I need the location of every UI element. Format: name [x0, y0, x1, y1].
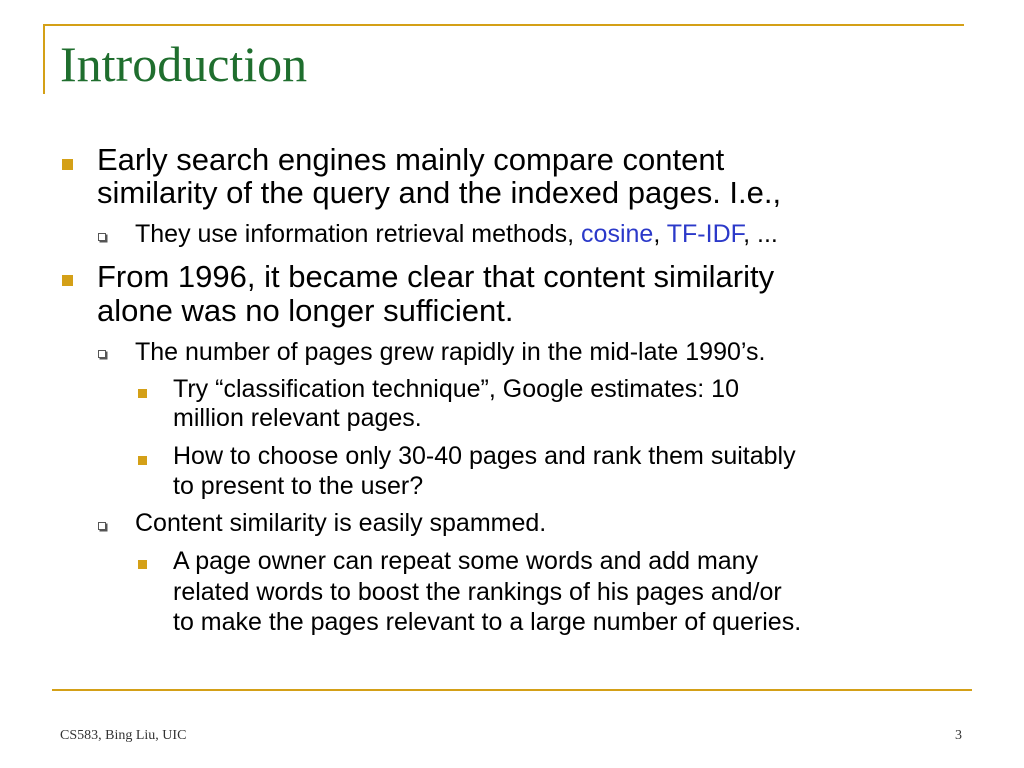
slide-number: 3 [955, 728, 962, 743]
sub-1-separator: , [653, 220, 667, 248]
footer-course-info: CS583, Bing Liu, UIC [60, 728, 187, 743]
hollow-square-bullet-icon [98, 233, 106, 241]
bullet-2-sub-2-item-1-line-2: related words to boost the rankings of his pages and/or [173, 578, 782, 606]
slide-title: Introduction [60, 36, 308, 92]
cosine-link[interactable]: cosine [581, 220, 654, 248]
bullet-1-sub-1 [135, 220, 778, 248]
tf-idf-link[interactable]: TF-IDF [666, 220, 744, 248]
bullet-2-sub-1-item-2-line-1: How to choose only 30-40 pages and rank them suitably [173, 442, 796, 470]
sub-1-suffix: , ... [743, 220, 778, 248]
hollow-square-bullet-icon [98, 350, 106, 358]
bullet-2-line-1: From 1996, it became clear that content similarity [97, 259, 775, 294]
bullet-2-sub-2-item-1-line-1: A page owner can repeat some words and add many [173, 547, 759, 575]
footer-divider [52, 689, 972, 691]
hollow-square-bullet-icon [98, 522, 106, 530]
bullet-2-sub-2-item-1-line-3: to make the pages relevant to a large number of queries. [173, 608, 802, 636]
sub-1-prefix: They use information retrieval methods, [135, 220, 582, 248]
bullet-1-line-2: similarity of the query and the indexed pages. I.e., [97, 175, 782, 210]
bullet-1-line-1: Early search engines mainly compare content [97, 142, 725, 177]
title-frame-left-rule [43, 24, 45, 94]
bullet-2-line-2: alone was no longer sufficient. [97, 293, 514, 328]
square-bullet-icon [138, 456, 147, 465]
bullet-2-sub-1-item-1-line-2: million relevant pages. [173, 404, 422, 432]
square-bullet-icon [62, 159, 73, 170]
bullet-2-sub-1-item-1-line-1: Try “classification technique”, Google estimates: 10 [173, 375, 739, 403]
bullet-2-sub-1: The number of pages grew rapidly in the mid-late 1990’s. [135, 338, 766, 366]
square-bullet-icon [62, 275, 73, 286]
bullet-2-sub-1-item-2-line-2: to present to the user? [173, 472, 424, 500]
bullet-2-sub-2: Content similarity is easily spammed. [135, 509, 547, 537]
square-bullet-icon [138, 560, 147, 569]
square-bullet-icon [138, 389, 147, 398]
title-frame-top-rule [43, 24, 964, 26]
